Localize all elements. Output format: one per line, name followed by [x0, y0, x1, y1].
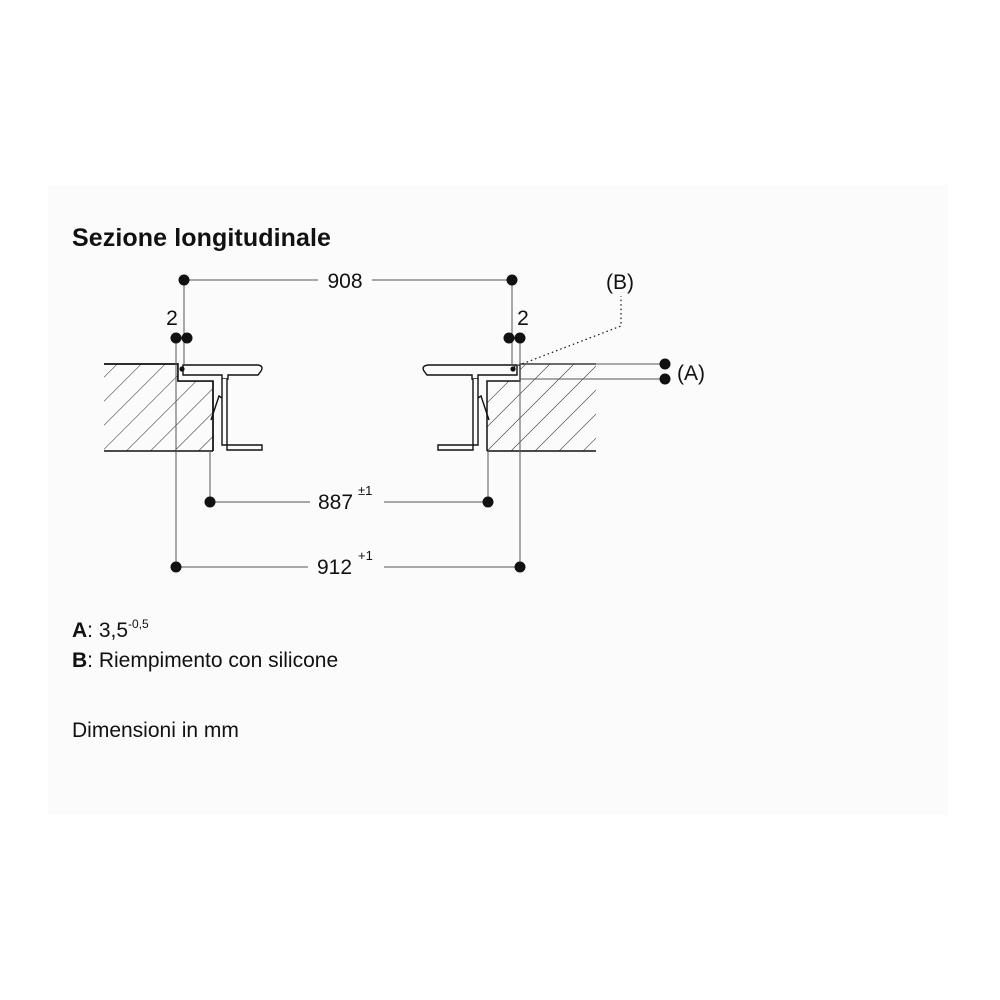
callout-a-label: (A): [677, 362, 705, 385]
dimension-887-label: 887: [318, 491, 354, 514]
callout-a: [660, 359, 706, 386]
legend-b-key: B: [72, 649, 88, 672]
legend-row-b: B: Riempimento con silicone: [72, 649, 339, 672]
dimension-887-tolerance: ±1: [358, 483, 373, 498]
section-title: Sezione longitudinale: [72, 224, 332, 252]
legend-a-tolerance: -0,5: [128, 617, 149, 631]
legend-row-a: A: $3,5^{-0,5}$: [72, 617, 149, 642]
callout-b-label: (B): [606, 271, 634, 294]
dimension-908: [179, 270, 518, 293]
right-gap-label: 2: [517, 307, 529, 330]
dimension-912: [171, 548, 526, 579]
dimension-908-label: 908: [327, 270, 363, 293]
legend-a-value: 3,5: [98, 619, 129, 642]
legend: [72, 616, 338, 676]
dimension-912-label: 912: [317, 556, 353, 579]
callout-b: [514, 271, 634, 367]
dimension-left-gap: [166, 307, 192, 372]
right-worktop: [487, 364, 596, 451]
left-gap-label: 2: [166, 307, 178, 330]
dimension-887: [205, 483, 494, 514]
dimension-912-tolerance: +1: [358, 548, 373, 563]
units-note: Dimensioni in mm: [72, 719, 239, 742]
legend-b-text: Riempimento con silicone: [98, 649, 339, 672]
left-worktop: [104, 364, 213, 451]
legend-a-key: A: [72, 619, 88, 642]
dimension-right-gap: [504, 307, 529, 344]
